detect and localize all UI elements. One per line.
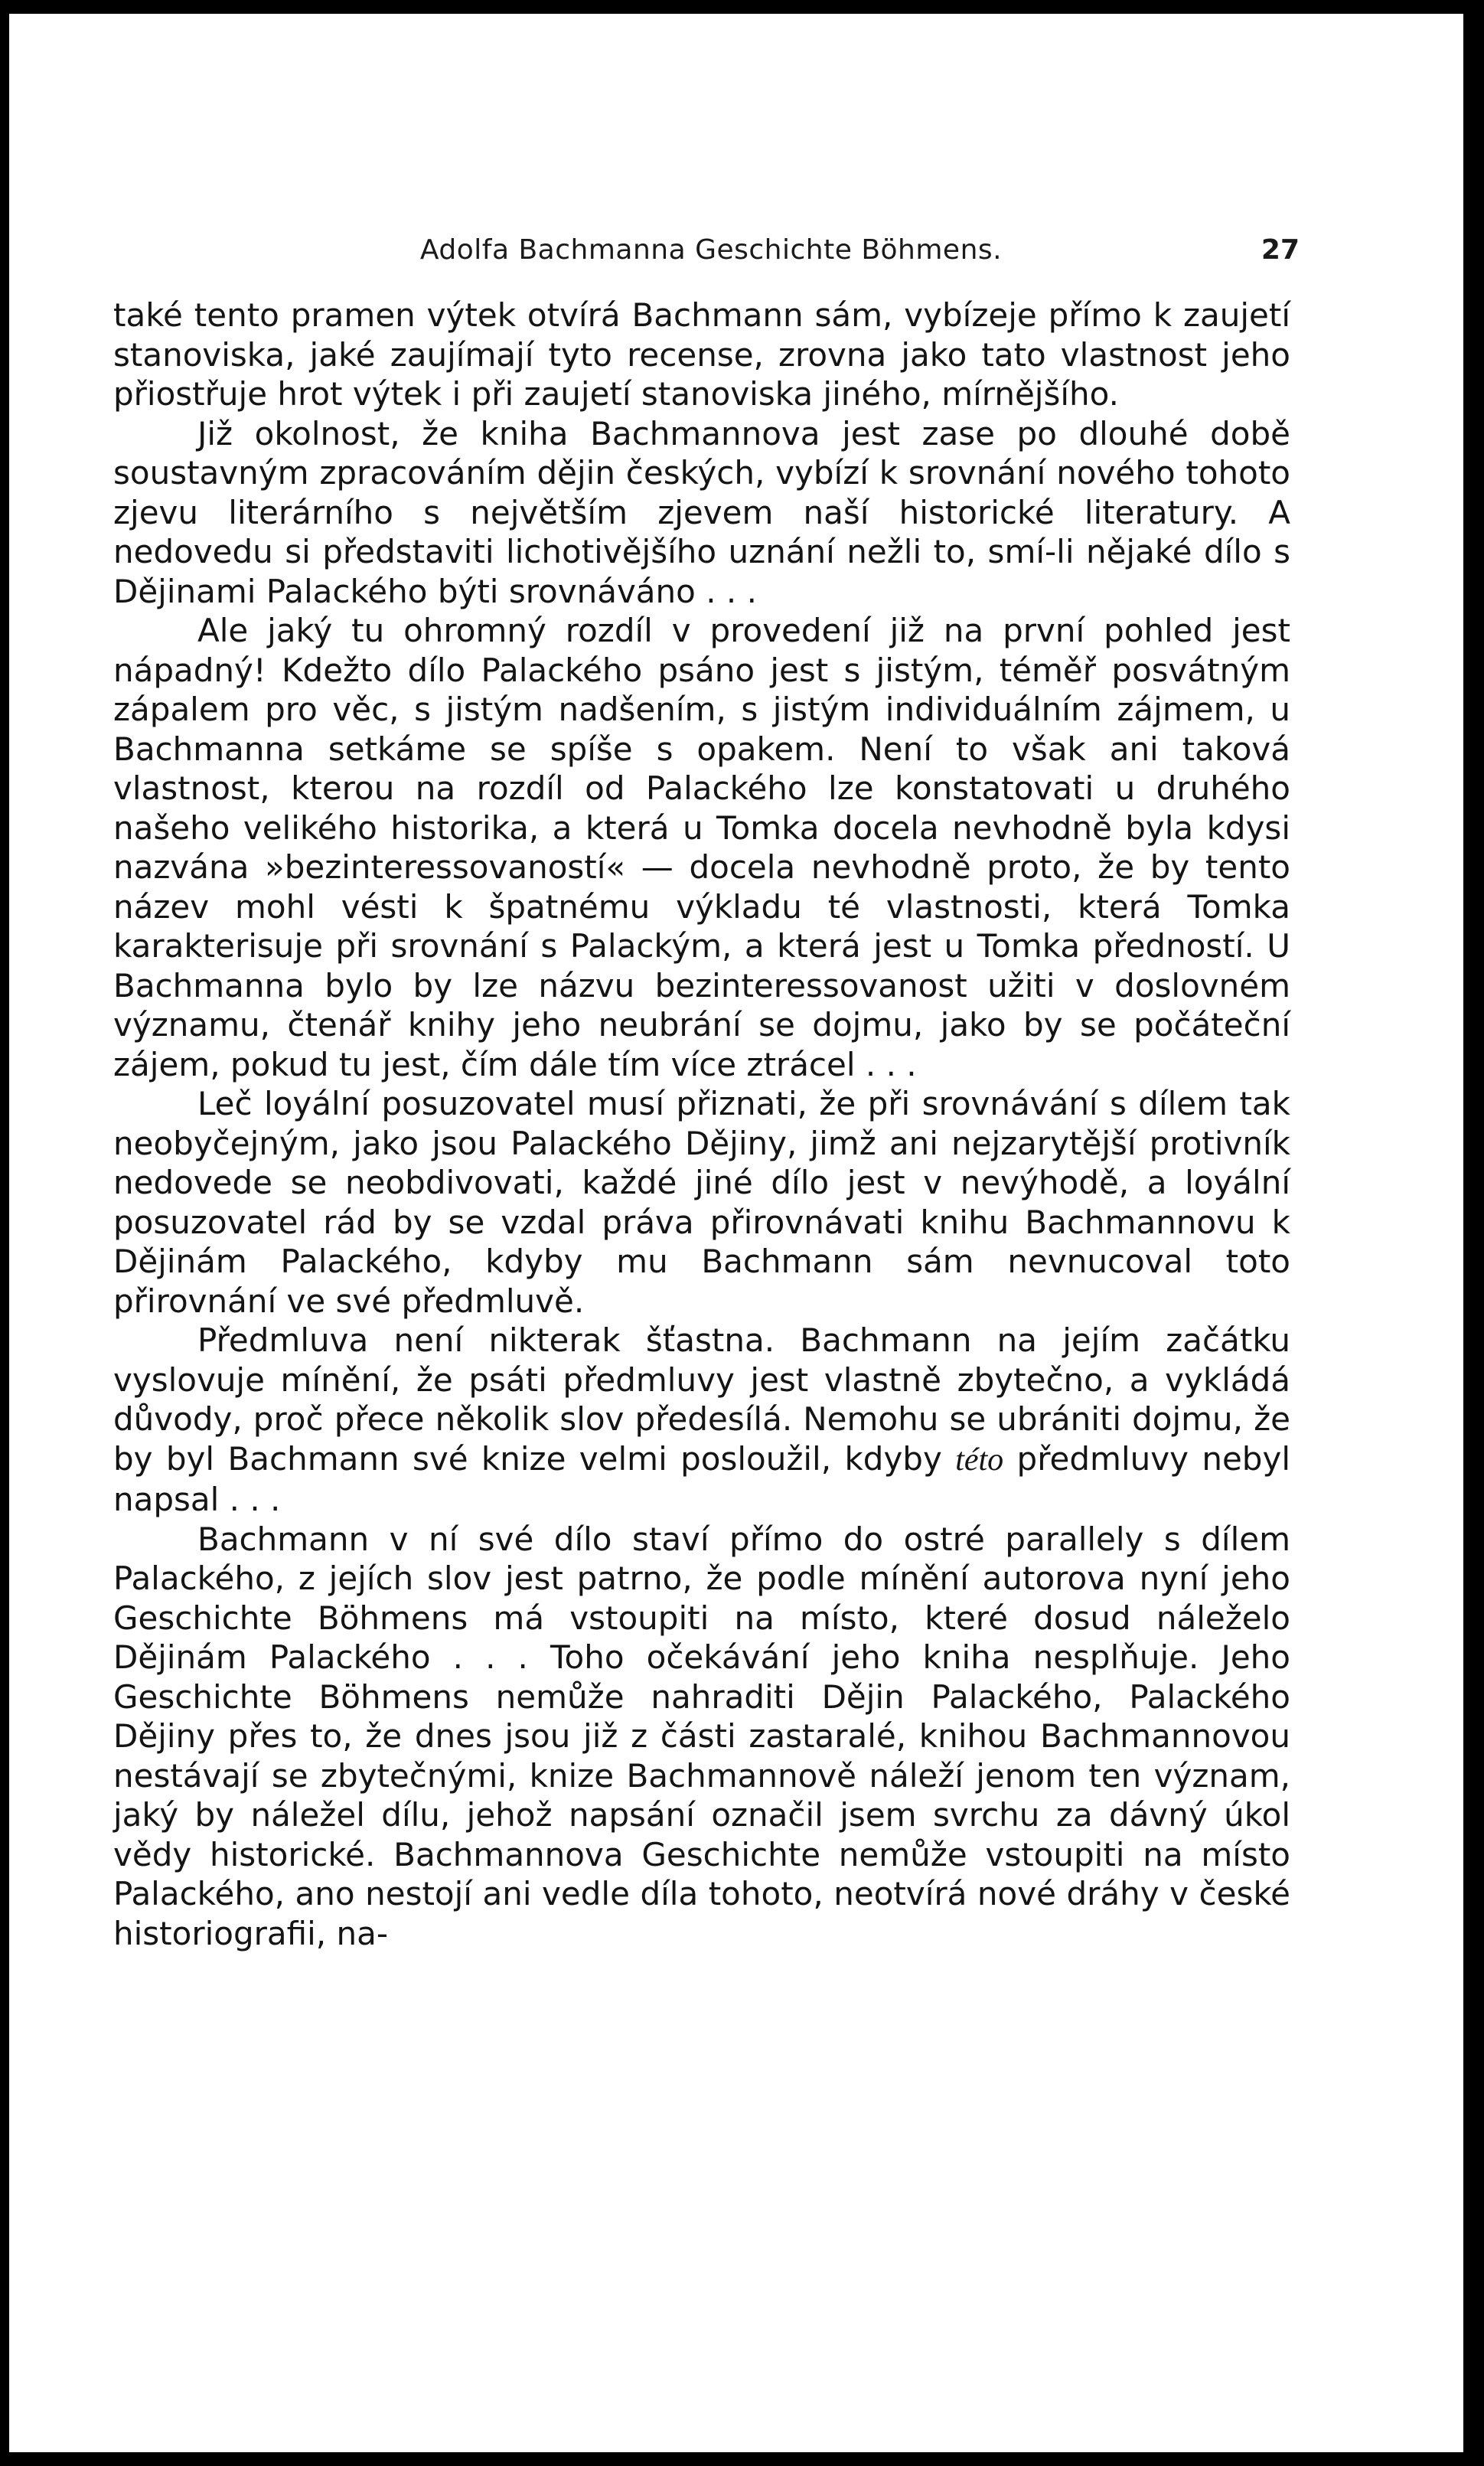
paragraph-5-text-after: předmluvy nebyl napsal . . . — [113, 1439, 1290, 1518]
paragraph-4: Leč loyální posuzovatel musí přiznati, že při srovnávání s dílem tak neobyčejným, jako jsou Palackého Dějiny, jimž ani nejzarytější protivník nedovede se neobdivovati, každé jiné dílo jest v nevýhodě, a loyální posuzovatel rád by se vzdal práva přirovnávati knihu Bachmannovu k Dějinám Palackého, kdyby mu Bachmann sám nevnucoval toto přirovnání ve své předmluvě. — [113, 1085, 1290, 1320]
paragraph-5-text-before: Předmluva není nikterak šťastna. Bachmann na jejím začátku vyslovuje mínění, že psáti předmluvy jest vlastně zbytečno, a vykládá důvody, proč přece několik slov předesílá. Nemohu se ubrániti dojmu, že by byl Bachmann své knize velmi posloužil, kdyby — [113, 1321, 1290, 1478]
running-title: Adolfa Bachmanna Geschichte Böhmens. — [419, 234, 1003, 266]
paragraph-3: Ale jaký tu ohromný rozdíl v provedení již na první pohled jest nápadný! Kdežto dílo Palackého psáno jest s jistým, téměř posvátným zápalem pro věc, s jistým nadšením, s jistým individuálním zájmem, u Bachmanna setkáme se spíše s opakem. Není to však ani taková vlastnost, kterou na rozdíl od Palackého lze konstatovati u druhého našeho velikého historika, a která u Tomka docela nevhodně byla kdysi nazvána »bezinteressovaností« — docela nevhodně proto, že by tento název mohl vésti k špatnému výkladu té vlastnosti, která Tomka karakterisuje při srovnání s Palackým, a která jest u Tomka předností. U Bachmanna bylo by lze názvu bezinteressovanost užiti v doslovném významu, čtenář knihy jeho neubrání se dojmu, jako by se počáteční zájem, pokud tu jest, čím dále tím více ztrácel . . . — [113, 612, 1290, 1083]
paragraph-2: Již okolnost, že kniha Bachmannova jest zase po dlouhé době soustavným zpracováním dějin českých, vybízí k srovnání nového tohoto zjevu literárního s největším zjevem naší historické literatury. A nedovedu si představiti lichotivějšího uznání nežli to, smí-li nějaké dílo s Dějinami Palackého býti srovnáváno . . . — [113, 414, 1290, 610]
paragraph-6: Bachmann v ní své dílo staví přímo do ostré parallely s dílem Palackého, z jejích slov jest patrno, že podle mínění autorova nyní jeho Geschichte Böhmens má vstoupiti na místo, které dosud náleželo Dějinám Palackého . . . Toho očekávání jeho kniha nesplňuje. Jeho Geschichte Böhmens nemůže nahraditi Dějin Palackého, Palackého Dějiny přes to, že dnes jsou již z části zastaralé, knihou Bachmannovou nestávají se zbytečnými, knize Bachmannově náleží jenom ten význam, jaký by náležel dílu, jehož napsání označil jsem svrchu za dávný úkol vědy historické. Bachmannova Geschichte nemůže vstoupiti na místo Palackého, ano nestojí ani vedle díla tohoto, neotvírá nové dráhy v české historiografii, na- — [113, 1520, 1290, 1952]
running-header — [122, 222, 1300, 283]
paragraph-5 — [113, 1321, 1290, 1520]
paragraph-5-emphasis: této — [955, 1442, 1004, 1478]
body-text — [113, 296, 1290, 1953]
page-number: 27 — [1261, 234, 1300, 266]
paragraph-1: také tento pramen výtek otvírá Bachmann sám, vybízeje přímo k zaujetí stanoviska, jaké zaujímají tyto recense, zrovna jako tato vlastnost jeho přiostřuje hrot výtek i při zaujetí stanoviska jiného, mírnějšího. — [113, 296, 1290, 413]
